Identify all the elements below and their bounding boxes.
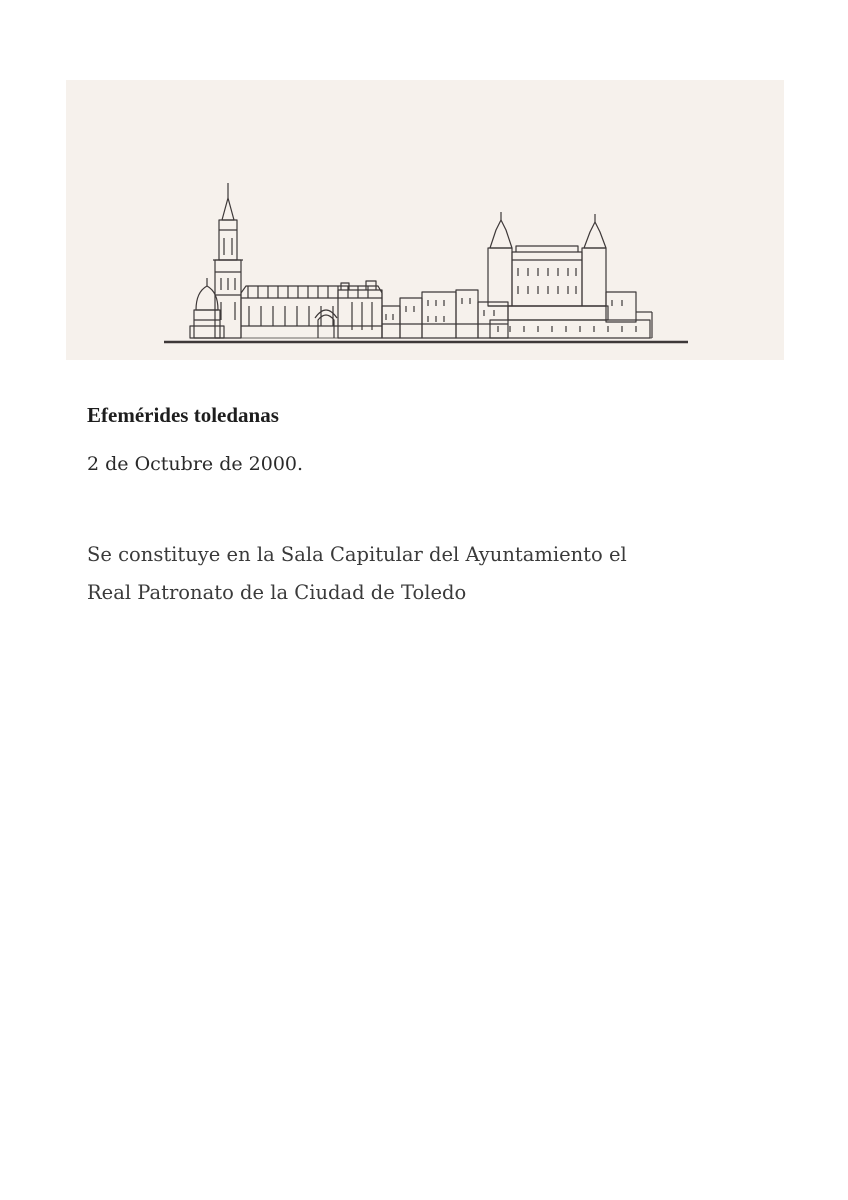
entry-body	[87, 536, 767, 612]
body-line: Real Patronato de la Ciudad de Toledo	[87, 581, 467, 604]
body-line: Se constituye en la Sala Capitular del Ayuntamiento el	[87, 543, 627, 566]
entry-date: 2 de Octubre de 2000.	[87, 453, 304, 475]
toledo-skyline-icon	[66, 80, 784, 360]
header-banner	[66, 80, 784, 360]
page-title: Efemérides toledanas	[87, 403, 279, 427]
